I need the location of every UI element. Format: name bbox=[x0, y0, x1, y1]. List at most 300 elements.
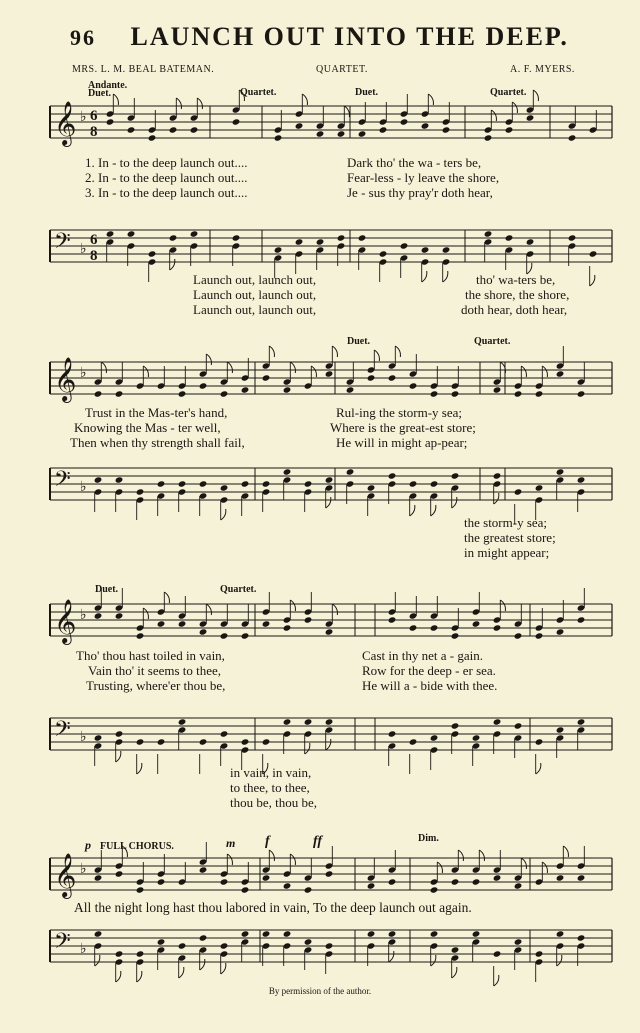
note-head bbox=[148, 250, 157, 257]
note-head bbox=[421, 246, 430, 253]
note-head bbox=[526, 238, 535, 245]
note-head bbox=[115, 950, 124, 957]
note-head bbox=[220, 484, 229, 491]
note-head bbox=[169, 234, 178, 241]
bass-staff-3 bbox=[50, 712, 614, 756]
note-flag bbox=[422, 271, 427, 282]
note-flag bbox=[206, 354, 211, 365]
note-flag bbox=[95, 955, 100, 966]
note-head bbox=[556, 468, 565, 475]
note-flag bbox=[431, 505, 436, 516]
treble-clef-icon: 𝄞 bbox=[54, 103, 77, 145]
note-head bbox=[556, 930, 565, 937]
note-head bbox=[379, 250, 388, 257]
note-head bbox=[241, 632, 250, 639]
note-head bbox=[325, 870, 334, 877]
note-head bbox=[148, 134, 157, 141]
note-head bbox=[295, 122, 304, 129]
note-flag bbox=[494, 975, 499, 986]
note-head bbox=[367, 374, 376, 381]
note-flag bbox=[458, 850, 463, 861]
note-flag bbox=[302, 94, 307, 105]
chorus-lyric: All the night long hast thou labored in vain, To the deep launch out again. bbox=[74, 900, 472, 915]
note-flag bbox=[479, 850, 484, 861]
duet-mark: Duet. bbox=[347, 336, 371, 347]
note-head bbox=[451, 632, 460, 639]
bass-staff-2 bbox=[50, 462, 614, 506]
note-head bbox=[316, 130, 325, 137]
note-head bbox=[409, 738, 418, 745]
note-head bbox=[94, 734, 103, 741]
note-head bbox=[577, 390, 586, 397]
note-head bbox=[283, 624, 292, 631]
note-head bbox=[493, 950, 502, 957]
note-head bbox=[115, 612, 124, 619]
note-head bbox=[115, 870, 124, 877]
note-flag bbox=[500, 600, 505, 611]
note-head bbox=[274, 134, 283, 141]
note-head bbox=[514, 390, 523, 397]
note-flag bbox=[437, 862, 442, 873]
note-head bbox=[472, 878, 481, 885]
note-flag bbox=[137, 763, 142, 774]
note-head bbox=[493, 386, 502, 393]
note-head bbox=[400, 242, 409, 249]
quartet-mark: Quartet. bbox=[220, 584, 257, 595]
note-head bbox=[241, 738, 250, 745]
note-head bbox=[493, 874, 502, 881]
composer-credit: A. F. MYERS. bbox=[510, 64, 575, 75]
note-flag bbox=[557, 955, 562, 966]
bass-lyric-line: the shore, the shore, bbox=[465, 287, 570, 302]
note-head bbox=[409, 382, 418, 389]
treble-staff-3 bbox=[50, 598, 614, 642]
note-flag bbox=[269, 850, 274, 861]
note-flag bbox=[326, 497, 331, 508]
note-head bbox=[115, 476, 124, 483]
note-head bbox=[136, 488, 145, 495]
note-head bbox=[451, 946, 460, 953]
note-head bbox=[157, 620, 166, 627]
note-flag bbox=[101, 362, 106, 373]
note-head bbox=[442, 246, 451, 253]
note-flag bbox=[179, 967, 184, 978]
note-head bbox=[514, 722, 523, 729]
note-head bbox=[514, 882, 523, 889]
note-head bbox=[262, 874, 271, 881]
lyric-line: He will in might ap-pear; bbox=[336, 435, 468, 450]
note-head bbox=[136, 738, 145, 745]
arrangement-label: QUARTET. bbox=[316, 64, 368, 75]
note-flag bbox=[116, 751, 121, 762]
note-flag bbox=[116, 971, 121, 982]
note-flag bbox=[389, 951, 394, 962]
duet-mark: Duet. bbox=[88, 88, 112, 99]
note-head bbox=[262, 930, 271, 937]
time-signature-bottom: 8 bbox=[90, 248, 98, 264]
note-head bbox=[94, 930, 103, 937]
note-head bbox=[358, 234, 367, 241]
flat-key-signature-icon: ♭ bbox=[80, 242, 87, 257]
note-flag bbox=[200, 959, 205, 970]
note-flag bbox=[494, 493, 499, 504]
note-head bbox=[577, 476, 586, 483]
note-head bbox=[178, 718, 187, 725]
note-head bbox=[430, 480, 439, 487]
note-flag bbox=[431, 955, 436, 966]
note-head bbox=[472, 930, 481, 937]
time-signature-bottom: 8 bbox=[90, 124, 98, 140]
bass-staff-1 bbox=[50, 224, 614, 268]
note-flag bbox=[410, 505, 415, 516]
note-head bbox=[199, 866, 208, 873]
note-head bbox=[451, 722, 460, 729]
note-head bbox=[568, 134, 577, 141]
note-head bbox=[262, 620, 271, 627]
note-flag bbox=[395, 346, 400, 357]
note-head bbox=[526, 114, 535, 121]
flat-key-signature-icon: ♭ bbox=[80, 942, 87, 957]
bass-clef-icon: 𝄢 bbox=[54, 717, 71, 746]
note-flag bbox=[221, 963, 226, 974]
note-head bbox=[94, 390, 103, 397]
note-head bbox=[316, 238, 325, 245]
full-chorus-mark: FULL CHORUS. bbox=[100, 841, 174, 852]
note-head bbox=[367, 484, 376, 491]
note-flag bbox=[542, 862, 547, 873]
note-head bbox=[451, 878, 460, 885]
note-head bbox=[106, 230, 115, 237]
note-flag bbox=[143, 366, 148, 377]
note-flag bbox=[326, 739, 331, 750]
note-flag bbox=[452, 497, 457, 508]
note-head bbox=[94, 476, 103, 483]
note-head bbox=[484, 230, 493, 237]
bass-staff-4 bbox=[50, 924, 614, 968]
permission-note: By permission of the author. bbox=[268, 986, 372, 996]
note-flag bbox=[512, 102, 517, 113]
lyric-line: Cast in thy net a - gain. bbox=[362, 648, 483, 663]
note-head bbox=[421, 122, 430, 129]
bass-lyric-line: doth hear, doth hear, bbox=[461, 302, 568, 317]
note-head bbox=[283, 930, 292, 937]
note-head bbox=[262, 480, 271, 487]
note-head bbox=[577, 934, 586, 941]
note-head bbox=[241, 930, 250, 937]
note-head bbox=[388, 930, 397, 937]
dynamic-ff: ff bbox=[313, 834, 323, 849]
note-head bbox=[220, 730, 229, 737]
note-head bbox=[199, 480, 208, 487]
tempo-mark: Andante. bbox=[88, 80, 128, 91]
flat-key-signature-icon: ♭ bbox=[80, 730, 87, 745]
note-head bbox=[199, 934, 208, 941]
note-flag bbox=[563, 846, 568, 857]
note-head bbox=[505, 234, 514, 241]
note-head bbox=[337, 234, 346, 241]
note-head bbox=[178, 620, 187, 627]
note-head bbox=[220, 942, 229, 949]
title-line bbox=[70, 22, 569, 52]
note-head bbox=[325, 718, 334, 725]
note-flag bbox=[590, 275, 595, 286]
note-flag bbox=[533, 90, 538, 101]
note-head bbox=[178, 942, 187, 949]
note-head bbox=[346, 468, 355, 475]
note-head bbox=[157, 480, 166, 487]
lyric-line: 3. In - to the deep launch out.... bbox=[85, 185, 248, 200]
note-flag bbox=[290, 600, 295, 611]
note-head bbox=[241, 886, 250, 893]
note-head bbox=[535, 390, 544, 397]
note-head bbox=[178, 480, 187, 487]
note-head bbox=[577, 616, 586, 623]
note-head bbox=[409, 480, 418, 487]
bass-lyric-line: thou be, thou be, bbox=[230, 795, 318, 810]
bass-lyric-line: in vain, in vain, bbox=[230, 765, 312, 780]
note-head bbox=[556, 628, 565, 635]
note-flag bbox=[197, 98, 202, 109]
note-flag bbox=[452, 967, 457, 978]
note-head bbox=[346, 386, 355, 393]
note-head bbox=[568, 234, 577, 241]
note-head bbox=[220, 632, 229, 639]
flat-key-signature-icon: ♭ bbox=[80, 366, 87, 381]
note-flag bbox=[428, 94, 433, 105]
note-flag bbox=[113, 94, 118, 105]
bass-lyric-line: tho' wa-ters be, bbox=[476, 272, 556, 287]
note-head bbox=[94, 874, 103, 881]
note-head bbox=[589, 250, 598, 257]
flat-key-signature-icon: ♭ bbox=[80, 608, 87, 623]
note-head bbox=[157, 738, 166, 745]
note-head bbox=[400, 118, 409, 125]
note-head bbox=[274, 246, 283, 253]
note-head bbox=[241, 480, 250, 487]
note-flag bbox=[311, 366, 316, 377]
note-head bbox=[127, 230, 136, 237]
note-flag bbox=[536, 763, 541, 774]
note-head bbox=[262, 374, 271, 381]
note-head bbox=[304, 616, 313, 623]
bass-lyric-line: Launch out, launch out, bbox=[193, 272, 317, 287]
note-head bbox=[430, 734, 439, 741]
lyric-line: Where is the great-est store; bbox=[330, 420, 476, 435]
note-head bbox=[430, 390, 439, 397]
lyric-line: Trust in the Mas-ter's hand, bbox=[85, 405, 228, 420]
treble-clef-icon: 𝄞 bbox=[54, 855, 77, 897]
note-head bbox=[556, 726, 565, 733]
time-signature-top: 6 bbox=[90, 108, 98, 124]
note-head bbox=[556, 874, 565, 881]
note-head bbox=[484, 134, 493, 141]
note-head bbox=[388, 878, 397, 885]
flat-key-signature-icon: ♭ bbox=[80, 862, 87, 877]
lyric-line: Knowing the Mas - ter well, bbox=[74, 420, 221, 435]
note-head bbox=[388, 616, 397, 623]
lyric-line: 2. In - to the deep launch out.... bbox=[85, 170, 248, 185]
note-flag bbox=[332, 346, 337, 357]
note-flag bbox=[374, 350, 379, 361]
lyric-line: Row for the deep - er sea. bbox=[362, 663, 496, 678]
note-head bbox=[169, 126, 178, 133]
bass-clef-icon: 𝄢 bbox=[54, 467, 71, 496]
treble-staff-2 bbox=[50, 356, 614, 400]
note-head bbox=[199, 382, 208, 389]
dim-mark: Dim. bbox=[418, 833, 439, 844]
note-head bbox=[367, 930, 376, 937]
note-head bbox=[535, 738, 544, 745]
bass-lyric-line: Launch out, launch out, bbox=[193, 287, 317, 302]
note-head bbox=[199, 628, 208, 635]
lyricist-credit: MRS. L. M. BEAL BATEMAN. bbox=[72, 64, 215, 75]
note-flag bbox=[164, 592, 169, 603]
note-head bbox=[94, 612, 103, 619]
note-flag bbox=[332, 604, 337, 615]
flat-key-signature-icon: ♭ bbox=[80, 480, 87, 495]
note-flag bbox=[206, 604, 211, 615]
note-head bbox=[325, 370, 334, 377]
note-head bbox=[472, 734, 481, 741]
note-head bbox=[577, 718, 586, 725]
bass-lyric-line: the storm-y sea; bbox=[464, 515, 548, 530]
bass-lyric-line: in might appear; bbox=[464, 545, 550, 560]
note-head bbox=[199, 738, 208, 745]
note-flag bbox=[221, 509, 226, 520]
note-head bbox=[430, 886, 439, 893]
note-head bbox=[535, 484, 544, 491]
bass-clef-icon: 𝄢 bbox=[54, 929, 71, 958]
note-head bbox=[136, 886, 145, 893]
note-head bbox=[157, 938, 166, 945]
note-head bbox=[505, 126, 514, 133]
note-head bbox=[178, 390, 187, 397]
quartet-mark: Quartet. bbox=[474, 336, 511, 347]
note-head bbox=[262, 738, 271, 745]
note-head bbox=[388, 730, 397, 737]
note-head bbox=[106, 118, 115, 125]
note-head bbox=[388, 472, 397, 479]
duet-mark: Duet. bbox=[355, 87, 379, 98]
note-flag bbox=[227, 362, 232, 373]
note-flag bbox=[170, 259, 175, 270]
note-flag bbox=[542, 366, 547, 377]
note-flag bbox=[305, 743, 310, 754]
note-head bbox=[430, 930, 439, 937]
note-head bbox=[304, 938, 313, 945]
bass-clef-icon: 𝄢 bbox=[54, 229, 71, 258]
note-head bbox=[220, 390, 229, 397]
note-head bbox=[577, 874, 586, 881]
lyric-line: Dark tho' the wa - ters be, bbox=[347, 155, 482, 170]
note-head bbox=[304, 718, 313, 725]
note-head bbox=[232, 118, 241, 125]
note-head bbox=[493, 624, 502, 631]
note-head bbox=[136, 632, 145, 639]
note-head bbox=[514, 632, 523, 639]
note-flag bbox=[227, 854, 232, 865]
note-head bbox=[283, 468, 292, 475]
note-head bbox=[304, 480, 313, 487]
note-head bbox=[325, 628, 334, 635]
quartet-mark: Quartet. bbox=[490, 87, 527, 98]
note-head bbox=[451, 390, 460, 397]
lyric-line: Vain tho' it seems to thee, bbox=[88, 663, 222, 678]
lyric-line: He will a - bide with thee. bbox=[362, 678, 498, 693]
note-flag bbox=[521, 366, 526, 377]
note-head bbox=[451, 472, 460, 479]
dynamic-f: f bbox=[265, 834, 270, 849]
note-flag bbox=[443, 271, 448, 282]
note-head bbox=[442, 126, 451, 133]
lyric-line: Tho' thou hast toiled in vain, bbox=[76, 648, 225, 663]
lyric-line: 1. In - to the deep launch out.... bbox=[85, 155, 248, 170]
note-head bbox=[115, 730, 124, 737]
note-head bbox=[430, 624, 439, 631]
lyric-line: Fear-less - ly leave the shore, bbox=[347, 170, 500, 185]
note-head bbox=[367, 882, 376, 889]
note-head bbox=[295, 238, 304, 245]
bass-lyric-line: Launch out, launch out, bbox=[193, 302, 317, 317]
treble-clef-icon: 𝄞 bbox=[54, 359, 77, 401]
note-head bbox=[115, 390, 124, 397]
note-flag bbox=[143, 608, 148, 619]
note-head bbox=[220, 878, 229, 885]
lyric-line: Then when thy strength shall fail, bbox=[70, 435, 245, 450]
note-head bbox=[358, 130, 367, 137]
dynamic-p: p bbox=[85, 838, 91, 852]
note-head bbox=[514, 488, 523, 495]
note-head bbox=[325, 476, 334, 483]
time-signature-top: 6 bbox=[90, 232, 98, 248]
treble-clef-icon: 𝄞 bbox=[54, 601, 77, 643]
page-number: 96 bbox=[70, 25, 96, 50]
lyric-line: Rul-ing the storm-y sea; bbox=[336, 405, 463, 420]
note-head bbox=[232, 234, 241, 241]
note-flag bbox=[269, 346, 274, 357]
quartet-mark: Quartet. bbox=[240, 87, 277, 98]
bass-lyric-line: to thee, to thee, bbox=[230, 780, 310, 795]
note-head bbox=[283, 718, 292, 725]
note-head bbox=[379, 126, 388, 133]
note-flag bbox=[176, 98, 181, 109]
bass-lyric-line: the greatest store; bbox=[464, 530, 556, 545]
note-head bbox=[556, 370, 565, 377]
note-head bbox=[283, 882, 292, 889]
note-head bbox=[493, 472, 502, 479]
note-head bbox=[325, 942, 334, 949]
note-head bbox=[283, 386, 292, 393]
note-head bbox=[493, 718, 502, 725]
note-head bbox=[190, 230, 199, 237]
note-head bbox=[127, 126, 136, 133]
note-flag bbox=[491, 110, 496, 121]
note-head bbox=[388, 374, 397, 381]
lyric-line: Trusting, where'er thou be, bbox=[86, 678, 226, 693]
treble-staff-4 bbox=[50, 852, 614, 896]
note-flag bbox=[137, 971, 142, 982]
note-head bbox=[241, 386, 250, 393]
note-flag bbox=[290, 362, 295, 373]
note-head bbox=[472, 620, 481, 627]
note-head bbox=[190, 126, 199, 133]
note-head bbox=[535, 950, 544, 957]
note-head bbox=[136, 950, 145, 957]
note-head bbox=[304, 886, 313, 893]
note-head bbox=[157, 878, 166, 885]
lyric-line: Je - sus thy pray'r doth hear, bbox=[347, 185, 493, 200]
dynamic-m: m bbox=[226, 836, 236, 850]
